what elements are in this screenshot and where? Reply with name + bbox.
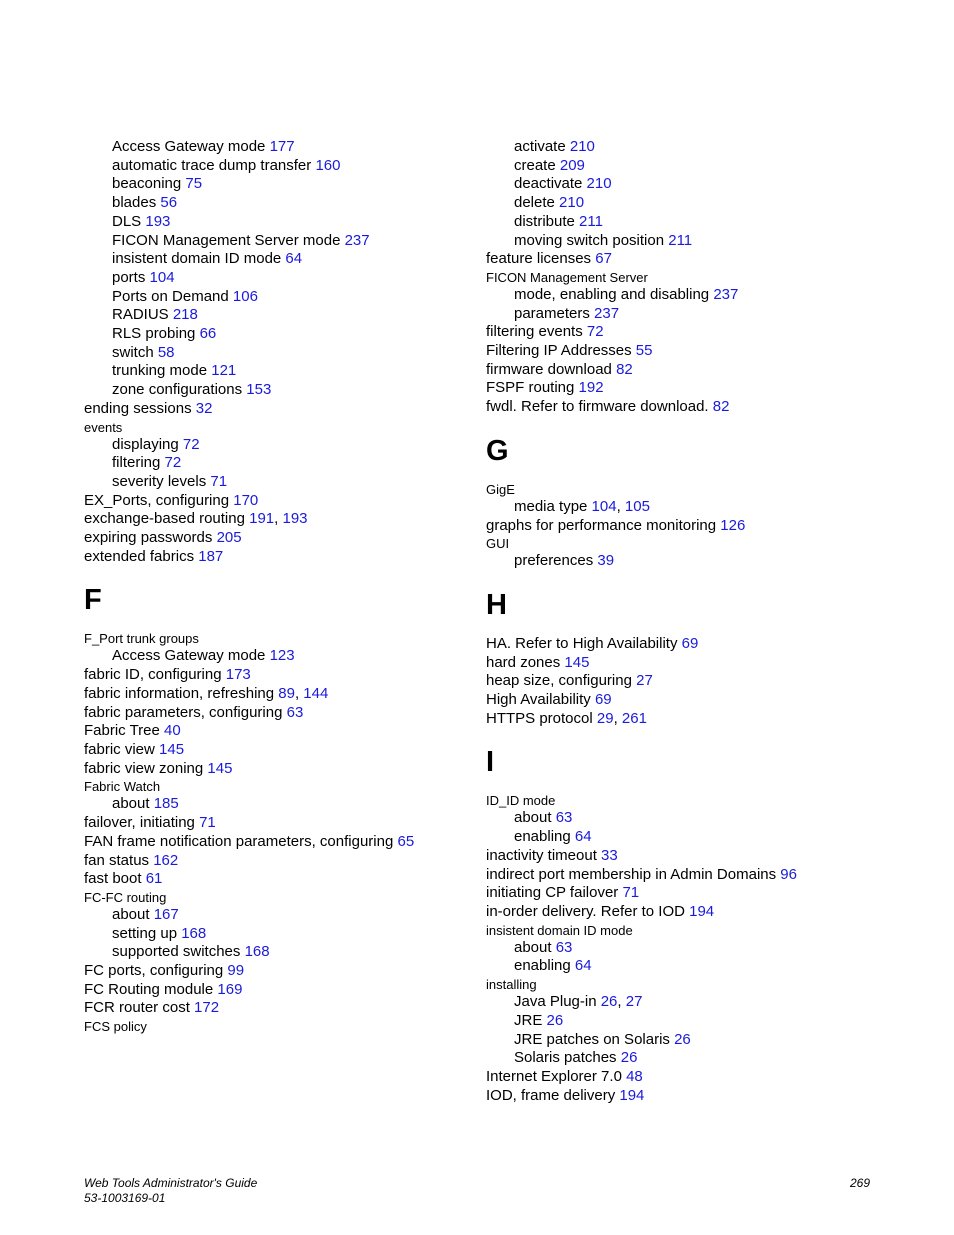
index-term: about (514, 809, 556, 827)
page-link[interactable]: 191 (249, 510, 275, 528)
index-entry (486, 710, 906, 729)
index-term: HTTPS protocol (486, 709, 597, 727)
index-entry (486, 552, 906, 571)
page-link[interactable]: 63 (555, 938, 573, 956)
page-link[interactable]: 126 (720, 516, 746, 534)
index-entry (486, 286, 906, 305)
index-term: filtering events (486, 323, 587, 341)
page-link[interactable]: 237 (594, 304, 620, 322)
index-term: zone configurations (112, 381, 247, 399)
index-entry (486, 1049, 906, 1068)
index-term: fabric view zoning (84, 759, 208, 777)
index-term: insistent domain ID mode (486, 922, 633, 938)
page-link[interactable]: 63 (286, 703, 304, 721)
index-entry (486, 138, 906, 157)
index-entry (84, 232, 504, 251)
index-entry (486, 654, 906, 673)
index-entry (84, 647, 504, 666)
index-column-right (486, 138, 906, 1105)
page-link[interactable]: 71 (199, 814, 216, 832)
footer-guide-title: Web Tools Administrator's Guide (84, 1176, 258, 1190)
index-entry (486, 884, 906, 903)
index-entry (486, 809, 906, 828)
index-term: mode, enabling and disabling (514, 285, 714, 303)
index-term: Fabric Tree (84, 722, 165, 740)
index-term: enabling (514, 957, 575, 975)
index-entry (84, 362, 504, 381)
index-term: fabric parameters, configuring (84, 703, 287, 721)
index-entry (84, 741, 504, 760)
index-entry (486, 379, 906, 398)
page-link[interactable]: 170 (233, 491, 259, 509)
page-link[interactable]: 33 (601, 846, 618, 864)
index-entry (84, 852, 504, 871)
page-link[interactable]: 71 (622, 884, 640, 902)
page-link[interactable]: 66 (199, 325, 217, 343)
index-entry (84, 685, 504, 704)
index-entry (84, 138, 504, 157)
page-link[interactable]: 209 (559, 156, 585, 174)
index-term: JRE (514, 1011, 547, 1029)
page-link[interactable]: 65 (397, 832, 415, 850)
index-entry (486, 175, 906, 194)
index-entry (84, 795, 504, 814)
index-entry (486, 250, 906, 269)
page-link[interactable]: 121 (211, 362, 237, 380)
page-link[interactable]: 55 (635, 342, 653, 360)
page-link[interactable]: 27 (625, 993, 643, 1011)
page-link[interactable]: 169 (217, 980, 243, 998)
index-term: inactivity timeout (486, 846, 602, 864)
page-link[interactable]: 82 (712, 398, 730, 416)
page-link[interactable]: 63 (555, 809, 573, 827)
page-link[interactable]: 211 (668, 231, 693, 249)
index-term: about (514, 938, 556, 956)
index-entry (84, 250, 504, 269)
index-term: extended fabrics (84, 547, 199, 565)
index-term: media type (514, 497, 592, 515)
index-entry (486, 828, 906, 847)
index-entry (84, 630, 504, 647)
index-entry (84, 925, 504, 944)
index-term: trunking mode (112, 362, 212, 380)
page-link[interactable]: 26 (674, 1030, 691, 1048)
index-term: Access Gateway mode (112, 647, 270, 665)
page-link[interactable]: 187 (198, 547, 224, 565)
index-entry (486, 691, 906, 710)
index-term: filtering (112, 454, 165, 472)
index-term: switch (112, 343, 158, 361)
index-term: expiring passwords (84, 529, 217, 547)
index-entry (84, 814, 504, 833)
index-term: High Availability (486, 691, 595, 709)
index-entry (486, 213, 906, 232)
index-term: fwdl. Refer to firmware download. (486, 398, 713, 416)
page-link[interactable]: 104 (591, 497, 617, 515)
page-link[interactable]: 27 (636, 672, 653, 690)
page-link[interactable]: 99 (227, 962, 245, 980)
page-link[interactable]: 192 (578, 379, 604, 397)
index-term: Java Plug-in (514, 993, 601, 1011)
page-link[interactable]: 26 (620, 1049, 638, 1067)
section-heading-g: G (486, 434, 509, 467)
page-link[interactable]: 193 (282, 510, 308, 528)
index-term: distribute (514, 212, 580, 230)
page-link[interactable]: 210 (586, 175, 612, 193)
index-entry (486, 398, 906, 417)
index-term: beaconing (112, 175, 186, 193)
index-entry (84, 436, 504, 455)
page-link[interactable]: 26 (600, 993, 618, 1011)
page-link[interactable]: 153 (246, 381, 272, 399)
index-entry (486, 1031, 906, 1050)
index-term: preferences (514, 552, 598, 570)
page-link[interactable]: 75 (185, 175, 203, 193)
index-term: ports (112, 268, 150, 286)
index-entry (486, 305, 906, 324)
index-entry (84, 510, 504, 529)
index-entry (486, 517, 906, 536)
index-term: create (514, 156, 560, 174)
index-entry (84, 529, 504, 548)
index-term: parameters (514, 304, 595, 322)
index-term: fan status (84, 851, 154, 869)
index-entry (486, 342, 906, 361)
index-term: RADIUS (112, 306, 173, 324)
index-entry (486, 232, 906, 251)
index-term: GUI (486, 536, 510, 552)
index-term: feature licenses (486, 250, 596, 268)
page-link[interactable]: 32 (195, 399, 213, 417)
page-link[interactable]: 185 (153, 795, 179, 813)
index-entry (486, 922, 906, 939)
index-term: events (84, 419, 123, 435)
page-link[interactable]: 205 (216, 529, 242, 547)
index-entry (84, 492, 504, 511)
index-entry (84, 981, 504, 1000)
index-entry (84, 325, 504, 344)
footer-doc-number: 53-1003169-01 (84, 1191, 166, 1205)
index-entry (84, 704, 504, 723)
page-link[interactable]: 177 (269, 138, 295, 155)
page-link[interactable]: 162 (153, 851, 179, 869)
index-entry (84, 381, 504, 400)
index-entry (486, 1012, 906, 1031)
page-link[interactable]: 67 (595, 250, 612, 268)
section-heading-h: H (486, 588, 507, 621)
index-entry (84, 760, 504, 779)
index-entry (486, 157, 906, 176)
index-entry (84, 288, 504, 307)
page-link[interactable]: 123 (269, 647, 295, 665)
index-entry (84, 454, 504, 473)
index-term: activate (514, 138, 570, 155)
index-entry (486, 361, 906, 380)
page-link[interactable]: 237 (344, 231, 370, 249)
index-entry (84, 269, 504, 288)
index-term: EX_Ports, configuring (84, 491, 234, 509)
index-term: installing (486, 977, 537, 993)
page-link[interactable]: 64 (574, 957, 592, 975)
index-term: moving switch position (514, 231, 669, 249)
index-term: Access Gateway mode (112, 138, 270, 155)
index-term: FC ports, configuring (84, 962, 228, 980)
index-entry (84, 778, 504, 795)
page-link[interactable]: 160 (315, 156, 341, 174)
page-link[interactable]: 218 (172, 306, 198, 324)
index-entry (84, 400, 504, 419)
index-entry (84, 473, 504, 492)
page-link[interactable]: 106 (232, 287, 258, 305)
index-term: fabric ID, configuring (84, 666, 226, 684)
page-link[interactable]: 56 (160, 194, 178, 212)
page-separator: , (617, 993, 626, 1011)
index-entry (84, 722, 504, 741)
index-term: FCS policy (84, 1019, 147, 1035)
index-entry (84, 1018, 504, 1035)
index-term: graphs for performance monitoring (486, 516, 721, 534)
page-link[interactable]: 237 (713, 285, 739, 303)
index-entry (84, 870, 504, 889)
page-link[interactable]: 261 (621, 709, 647, 727)
index-term: ending sessions (84, 399, 196, 417)
page-separator: , (294, 684, 304, 702)
index-entry (84, 548, 504, 567)
page-link[interactable]: 72 (164, 454, 182, 472)
index-entry (486, 792, 906, 809)
index-entry (486, 903, 906, 922)
index-term: hard zones (486, 653, 565, 671)
page-link[interactable]: 193 (145, 212, 171, 230)
index-term: automatic trace dump transfer (112, 156, 316, 174)
index-entry (84, 306, 504, 325)
index-term: fabric view (84, 740, 160, 758)
page-link[interactable]: 69 (594, 691, 612, 709)
index-entry (84, 175, 504, 194)
index-term: GigE (486, 481, 515, 497)
index-term: about (112, 795, 154, 813)
index-term: FCR router cost (84, 999, 195, 1017)
index-term: FC Routing module (84, 980, 218, 998)
index-term: heap size, configuring (486, 672, 637, 690)
index-entry (486, 498, 906, 517)
index-term: Filtering IP Addresses (486, 342, 636, 360)
index-term: in-order delivery. Refer to IOD (486, 902, 690, 920)
page-link[interactable]: 39 (597, 552, 615, 570)
index-entry (84, 999, 504, 1018)
index-entry (84, 962, 504, 981)
page-link[interactable]: 64 (285, 250, 303, 268)
index-term: failover, initiating (84, 814, 200, 832)
index-entry (486, 939, 906, 958)
page-link[interactable]: 173 (225, 666, 251, 684)
index-term: insistent domain ID mode (112, 250, 286, 268)
index-term: fast boot (84, 870, 146, 888)
index-entry (84, 194, 504, 213)
index-entry (84, 666, 504, 685)
index-entry (84, 889, 504, 906)
index-term: Fabric Watch (84, 779, 161, 795)
index-entry (84, 906, 504, 925)
index-entry (486, 481, 906, 498)
index-entry (84, 833, 504, 852)
index-term: F_Port trunk groups (84, 631, 199, 647)
footer-page-number: 269 (849, 1176, 870, 1190)
index-entry (486, 976, 906, 993)
index-term: fabric information, refreshing (84, 684, 279, 702)
page-link[interactable]: 168 (181, 924, 207, 942)
index-term: FAN frame notification parameters, configuring (84, 832, 398, 850)
page-link[interactable]: 71 (210, 472, 228, 490)
index-term: FC-FC routing (84, 889, 167, 905)
index-entry (84, 344, 504, 363)
page-link[interactable]: 104 (149, 268, 175, 286)
index-entry (84, 419, 504, 436)
index-term: Solaris patches (514, 1049, 621, 1067)
index-term: initiating CP failover (486, 884, 623, 902)
page-link[interactable]: 168 (244, 943, 270, 961)
page-link[interactable]: 29 (596, 709, 614, 727)
page-link[interactable]: 210 (559, 194, 585, 212)
page-link[interactable]: 40 (164, 722, 181, 740)
index-term: about (112, 905, 154, 923)
index-term: Ports on Demand (112, 287, 233, 305)
index-term: ID_ID mode (486, 793, 556, 809)
index-entry (486, 323, 906, 342)
index-entry (486, 1087, 906, 1106)
page-link[interactable]: 82 (616, 360, 633, 378)
page-link[interactable]: 145 (564, 653, 590, 671)
index-term: severity levels (112, 472, 211, 490)
index-term: IOD, frame delivery (486, 1086, 620, 1104)
page-link[interactable]: 64 (574, 828, 592, 846)
page-link[interactable]: 89 (278, 684, 295, 702)
index-term: supported switches (112, 943, 245, 961)
index-term: DLS (112, 212, 146, 230)
index-entry (486, 269, 906, 286)
index-term: deactivate (514, 175, 587, 193)
index-entry (486, 1068, 906, 1087)
section-heading-f: F (84, 584, 102, 617)
page-link[interactable]: 172 (194, 999, 220, 1017)
page-link[interactable]: 194 (689, 902, 715, 920)
page-separator: , (616, 497, 625, 515)
index-entry (486, 535, 906, 552)
page-link[interactable]: 145 (159, 740, 185, 758)
page-link[interactable]: 72 (182, 435, 200, 453)
page-separator: , (274, 510, 283, 528)
index-entry (84, 213, 504, 232)
page-link[interactable]: 194 (619, 1086, 645, 1104)
index-column-left (84, 138, 504, 1035)
page-separator: , (613, 709, 622, 727)
index-term: JRE patches on Solaris (514, 1030, 675, 1048)
index-term: HA. Refer to High Availability (486, 634, 682, 652)
index-term: delete (514, 194, 560, 212)
index-term: FICON Management Server (486, 269, 648, 285)
page-link[interactable]: 26 (546, 1011, 564, 1029)
index-term: blades (112, 194, 161, 212)
index-term: setting up (112, 924, 182, 942)
page-link[interactable]: 211 (579, 212, 603, 230)
section-heading-i: I (486, 746, 495, 779)
page-link[interactable]: 48 (626, 1067, 643, 1085)
page-link[interactable]: 167 (153, 905, 179, 923)
index-term: FICON Management Server mode (112, 231, 345, 249)
index-term: firmware download (486, 360, 617, 378)
page-link[interactable]: 105 (624, 497, 650, 515)
index-term: Internet Explorer 7.0 (486, 1067, 627, 1085)
index-entry (84, 943, 504, 962)
page-link[interactable]: 145 (207, 759, 233, 777)
index-term: FSPF routing (486, 379, 579, 397)
index-term: RLS probing (112, 325, 200, 343)
page-link[interactable]: 58 (157, 343, 175, 361)
index-term: displaying (112, 435, 183, 453)
index-entry (486, 957, 906, 976)
index-entry (486, 993, 906, 1012)
page-link[interactable]: 144 (303, 684, 329, 702)
index-entry (486, 866, 906, 885)
page-link[interactable]: 72 (586, 323, 604, 341)
index-entry (486, 847, 906, 866)
page-link[interactable]: 96 (780, 865, 797, 883)
index-entry (486, 635, 906, 654)
index-term: indirect port membership in Admin Domains (486, 865, 781, 883)
footer-left (84, 1176, 257, 1206)
index-term: exchange-based routing (84, 510, 250, 528)
index-term: enabling (514, 828, 575, 846)
page-link[interactable]: 69 (681, 634, 699, 652)
index-entry (486, 194, 906, 213)
page-link[interactable]: 210 (569, 138, 595, 155)
index-entry (486, 672, 906, 691)
index-entry (84, 157, 504, 176)
page-link[interactable]: 61 (145, 870, 163, 888)
